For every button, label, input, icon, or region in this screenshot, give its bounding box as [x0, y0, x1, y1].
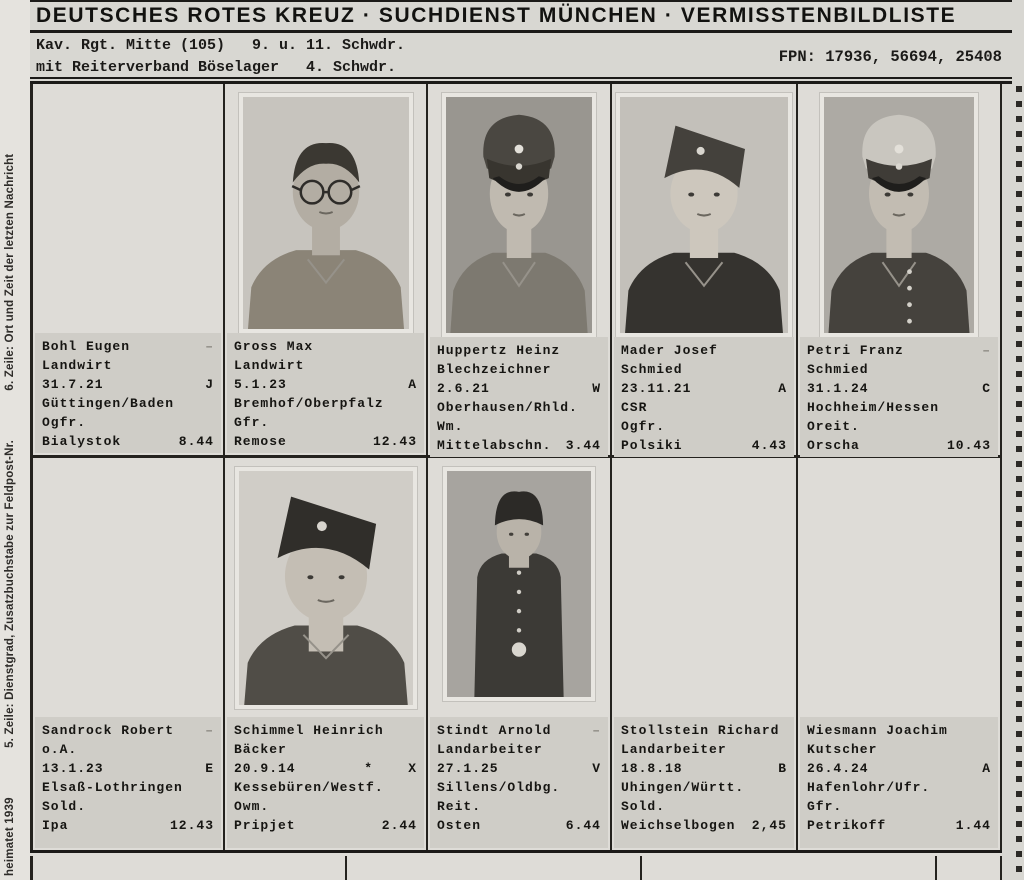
grid-line	[345, 856, 347, 880]
person-code: A	[982, 761, 991, 776]
person-card	[225, 458, 428, 850]
photo-area	[225, 458, 426, 717]
person-name-line	[621, 721, 787, 740]
person-details	[800, 717, 998, 848]
person-details	[227, 717, 424, 848]
person-place: Hafenlohr/Ufr.	[807, 780, 931, 795]
person-occupation: Schmied	[621, 362, 683, 377]
portrait-photo	[616, 93, 792, 337]
person-rank: Wm.	[437, 419, 464, 434]
header-divider-rule	[30, 77, 1012, 84]
person-name: Sandrock Robert	[42, 723, 175, 738]
person-last-location: Polsiki	[621, 438, 683, 453]
person-details	[35, 717, 221, 848]
margin-note-rotated	[4, 26, 16, 876]
photo-area-empty	[33, 84, 223, 333]
person-card	[612, 458, 798, 850]
annotation-dash: –	[982, 343, 991, 358]
person-last-location: Osten	[437, 818, 482, 833]
photo-area	[798, 84, 1000, 337]
photo-area-empty	[33, 458, 223, 717]
unit-line-2: mit Reiterverband Böselager 4. Schwdr.	[36, 59, 397, 76]
person-birthdate: 2.6.21	[437, 381, 490, 396]
person-birth-line	[807, 759, 991, 778]
person-code: E	[205, 761, 214, 776]
person-name-line	[807, 721, 991, 740]
photo-area-empty	[798, 458, 1000, 717]
person-occupation: Landarbeiter	[621, 742, 727, 757]
portrait-photo	[443, 467, 595, 701]
person-birthdate: 31.1.24	[807, 381, 869, 396]
person-last-location: Petrikoff	[807, 818, 887, 833]
person-last-location: Bialystok	[42, 434, 122, 449]
person-code: B	[778, 761, 787, 776]
person-rank: Ogfr.	[621, 419, 666, 434]
person-last-date: 4.43	[751, 438, 787, 453]
person-card	[612, 84, 798, 458]
person-last-location: Orscha	[807, 438, 860, 453]
person-rank: Sold.	[621, 799, 666, 814]
person-birthdate: 13.1.23	[42, 761, 104, 776]
margin-note-segment-3: 6. Zeile: Ort und Zeit der letzten Nachricht	[4, 153, 16, 391]
person-name: Schimmel Heinrich	[234, 723, 384, 738]
unit-line-1: Kav. Rgt. Mitte (105) 9. u. 11. Schwdr.	[36, 37, 406, 54]
person-details	[800, 337, 998, 457]
grid-line	[640, 856, 642, 880]
person-place: Kessebüren/Westf.	[234, 780, 384, 795]
person-place: Güttingen/Baden	[42, 396, 175, 411]
photo-area	[612, 84, 796, 337]
person-occupation: Schmied	[807, 362, 869, 377]
person-place: Elsaß-Lothringen	[42, 780, 183, 795]
persons-grid	[30, 84, 1002, 850]
person-code: J	[205, 377, 214, 392]
person-rank: Ogfr.	[42, 415, 87, 430]
person-last-line	[234, 432, 417, 451]
person-name: Bohl Eugen	[42, 339, 131, 354]
person-card	[33, 84, 225, 458]
person-name-line	[621, 341, 787, 360]
person-birth-line	[807, 379, 991, 398]
person-birth-line	[234, 375, 417, 394]
person-birth-line	[621, 759, 787, 778]
person-last-line	[437, 816, 601, 835]
person-last-location: Mittelabschn.	[437, 438, 552, 453]
person-occupation: Blechzeichner	[437, 362, 552, 377]
person-rank: Gfr.	[234, 415, 270, 430]
portrait-photo	[239, 93, 413, 333]
person-last-line	[437, 436, 601, 455]
person-birthdate: 5.1.23	[234, 377, 287, 392]
portrait-photo	[820, 93, 978, 337]
person-last-line	[42, 816, 214, 835]
person-code: W	[592, 381, 601, 396]
person-last-date: 12.43	[169, 818, 214, 833]
person-last-date: 10.43	[946, 438, 991, 453]
annotation-dash: –	[592, 723, 601, 738]
person-last-line	[234, 816, 417, 835]
person-card	[798, 84, 1000, 458]
person-card	[225, 84, 428, 458]
person-birthdate: 23.11.21	[621, 381, 692, 396]
page-title: DEUTSCHES ROTES KREUZ · SUCHDIENST MÜNCHEN · VERMISSTENBILDLISTE	[36, 4, 957, 27]
person-last-date: 1.44	[955, 818, 991, 833]
person-rank: Gfr.	[807, 799, 843, 814]
person-code: * X	[364, 761, 417, 776]
person-name-line	[437, 721, 601, 740]
person-name-line	[42, 721, 214, 740]
person-name-line	[42, 337, 214, 356]
photo-area	[225, 84, 426, 333]
person-name: Wiesmann Joachim	[807, 723, 948, 738]
photo-area-empty	[612, 458, 796, 717]
grid-line	[30, 856, 33, 880]
annotation-dash: –	[205, 723, 214, 738]
person-name-line	[234, 721, 417, 740]
person-card	[428, 458, 612, 850]
person-name: Stollstein Richard	[621, 723, 780, 738]
person-details	[35, 333, 221, 453]
person-rank: Oreit.	[807, 419, 860, 434]
perforation-edge	[1016, 86, 1022, 878]
person-last-date: 2,45	[751, 818, 787, 833]
person-last-date: 8.44	[178, 434, 214, 449]
person-card	[428, 84, 612, 458]
top-rule	[30, 0, 1012, 2]
person-name: Gross Max	[234, 339, 314, 354]
grid-line	[935, 856, 937, 880]
person-details	[614, 337, 794, 457]
photo-area	[428, 458, 610, 717]
person-last-line	[807, 436, 991, 455]
person-code: A	[408, 377, 417, 392]
person-code: C	[982, 381, 991, 396]
person-birthdate: 26.4.24	[807, 761, 869, 776]
person-rank: Owm.	[234, 799, 270, 814]
person-last-date: 6.44	[565, 818, 601, 833]
person-card	[798, 458, 1000, 850]
person-place: Sillens/Oldbg.	[437, 780, 561, 795]
person-details	[614, 717, 794, 848]
person-birth-line	[42, 759, 214, 778]
person-place: Oberhausen/Rhld.	[437, 400, 578, 415]
person-place: Uhingen/Württ.	[621, 780, 745, 795]
person-place: CSR	[621, 400, 648, 415]
person-birthdate: 20.9.14	[234, 761, 296, 776]
person-rank: Reit.	[437, 799, 482, 814]
title-rule	[30, 30, 1012, 33]
person-occupation: Kutscher	[807, 742, 878, 757]
person-last-date: 3.44	[565, 438, 601, 453]
margin-note-segment-2: 5. Zeile: Dienstgrad, Zusatzbuchstabe zur Feldpost-Nr.	[4, 439, 16, 748]
person-birth-line	[234, 759, 417, 778]
person-name: Mader Josef	[621, 343, 718, 358]
person-place: Hochheim/Hessen	[807, 400, 940, 415]
person-place: Bremhof/Oberpfalz	[234, 396, 384, 411]
person-last-line	[621, 816, 787, 835]
person-code: V	[592, 761, 601, 776]
person-name: Stindt Arnold	[437, 723, 552, 738]
person-occupation: Landwirt	[42, 358, 113, 373]
photo-area	[428, 84, 610, 337]
person-birthdate: 18.8.18	[621, 761, 683, 776]
person-occupation: Bäcker	[234, 742, 287, 757]
person-birth-line	[437, 379, 601, 398]
person-occupation: o.A.	[42, 742, 78, 757]
margin-note-segment-1: heimatet 1939	[4, 797, 16, 876]
person-name: Petri Franz	[807, 343, 904, 358]
fpn-number: FPN: 17936, 56694, 25408	[778, 48, 1002, 66]
person-card	[33, 458, 225, 850]
person-name-line	[807, 341, 991, 360]
person-last-location: Weichselbogen	[621, 818, 736, 833]
person-last-date: 2.44	[381, 818, 417, 833]
person-last-date: 12.43	[372, 434, 417, 449]
person-occupation: Landwirt	[234, 358, 305, 373]
person-last-location: Remose	[234, 434, 287, 449]
person-birthdate: 31.7.21	[42, 377, 104, 392]
person-last-location: Ipa	[42, 818, 69, 833]
person-last-line	[807, 816, 991, 835]
person-birthdate: 27.1.25	[437, 761, 499, 776]
portrait-photo	[235, 467, 417, 709]
person-last-line	[42, 432, 214, 451]
person-name-line	[234, 337, 417, 356]
person-details	[227, 333, 424, 453]
person-name-line	[437, 341, 601, 360]
person-details	[430, 717, 608, 848]
person-rank: Sold.	[42, 799, 87, 814]
grid-line	[1000, 856, 1002, 880]
person-details	[430, 337, 608, 457]
next-row-partial	[30, 850, 1002, 880]
person-birth-line	[621, 379, 787, 398]
person-code: A	[778, 381, 787, 396]
person-last-location: Pripjet	[234, 818, 296, 833]
portrait-photo	[442, 93, 596, 337]
annotation-dash: –	[205, 339, 214, 354]
person-birth-line	[437, 759, 601, 778]
person-last-line	[621, 436, 787, 455]
person-name: Huppertz Heinz	[437, 343, 561, 358]
person-birth-line	[42, 375, 214, 394]
person-occupation: Landarbeiter	[437, 742, 543, 757]
